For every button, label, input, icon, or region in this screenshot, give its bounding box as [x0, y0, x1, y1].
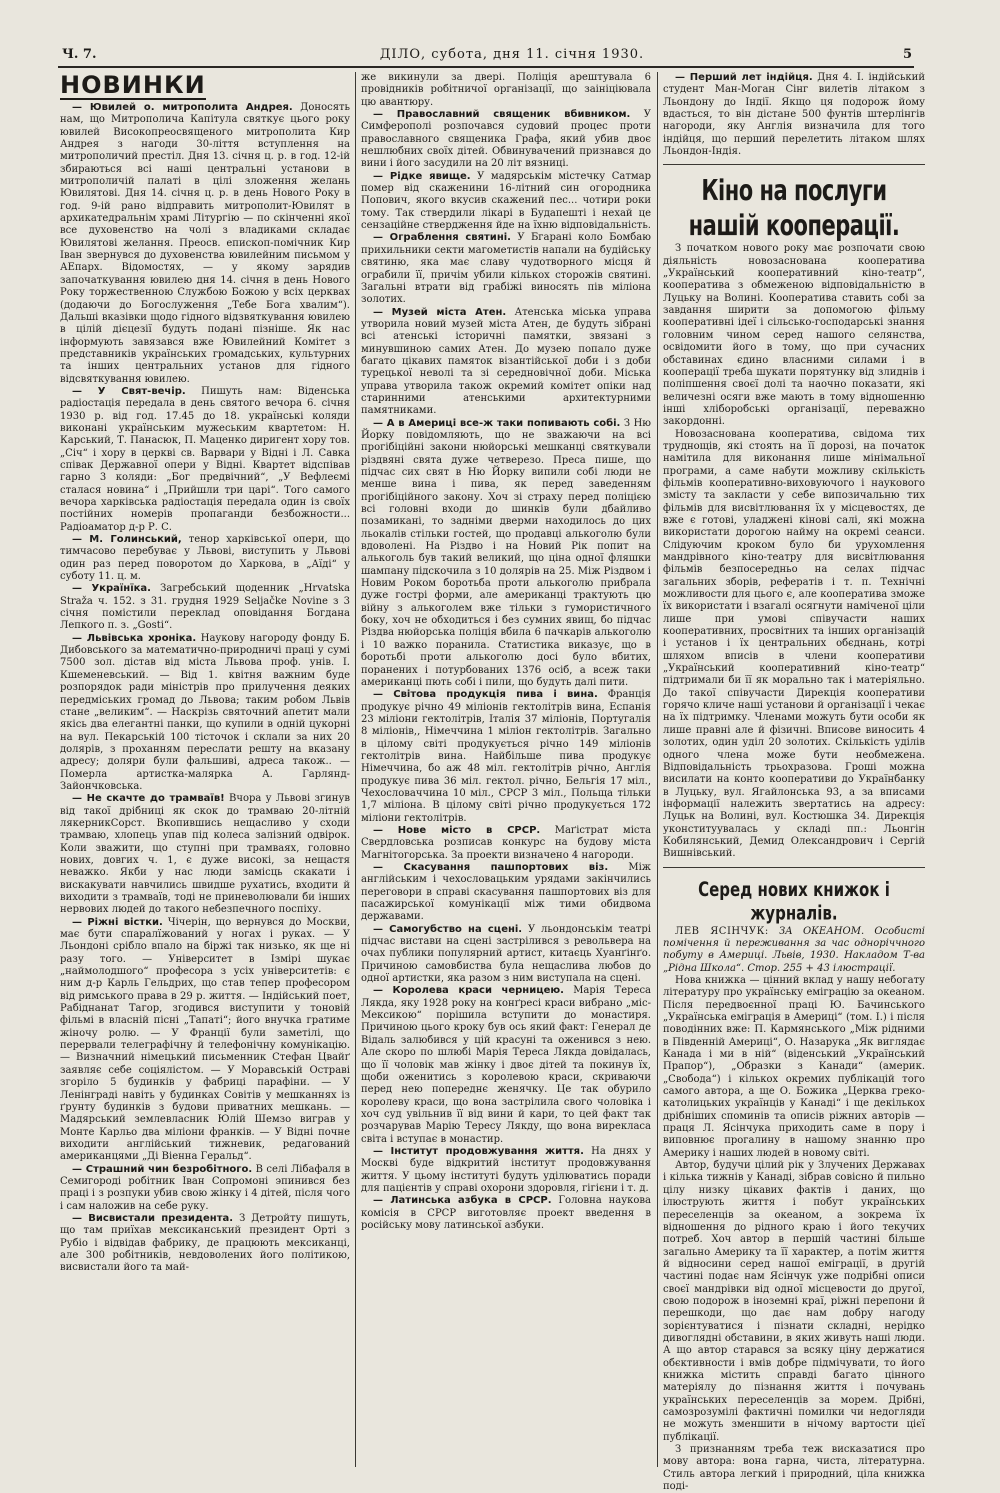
- news-item-title: — Ріжні вістки.: [72, 916, 163, 928]
- news-item-title: — Перший лет індійця.: [675, 72, 813, 83]
- news-item-title: — Інститут продовжування життя.: [373, 1145, 584, 1157]
- article-paragraph: Новозаснована кооператива, свідома тих труднощів, які стоять на її дорозі, на початок намітила для виконання лише мінімальної програми, а саме набути можливу скількість фільмів кооперативно-виховуючого і наукового змісту та закласти у себе випозичальню тих фільмів для висвітлювання їх у місцевостях, де вже є готові, уладжені кінові салі, які можна використати дорогою найму на окремі сеанси. Слідуючим кроком було би урухомлення мандрівного кіно-театру для висвітлювання фільмів безпосередньо на селах підчас загальних зборів, рефератів і т. п. Технічні можливости для цього є, але кооператива зможе їх використати і взагалі осягнути наміченої ціли лише при умові співучасти наших кооперативних, просвітних та інших організацій і установ і їх центральних обєднань, котрі шляхом вписів в члени кооперативи „Український кооперативний кіно-театр“ підтримали би її як морально так і матеріяльно. До такої співучасти Дирекція кооперативи горячо кличе наші установи й організації і чекає на їх підтримку. Членами можуть бути особи як лише правні але й фізичні. Вписове виносить 4 золотих, один уділ 20 золотих. Скількість уділів одного члена може бути необмежена. Відповідальність трьохразова. Гроші можна висилати на конто кооперативи до Українбанку в Луцьку, вул. Ягайлонська 93, а за вписами інформації належить звертатись на адресу: Луцьк на Волині, вул. Костюшка 34. Дирекція уконституувалась у складі пп.: Льонгін Кобилянський, Демид Олександрович і Сергій Вишнівський.: [663, 428, 925, 860]
- news-item: [60, 386, 350, 534]
- book-details: ЗА ОКЕАНОМ. Особисті помічення й переживання за час одноріччного побуту в Америці. Львів, 1930. Накладом Т-ва „Рідна Школа“. Стор. 255 + 43 ілюстрації.: [663, 925, 925, 974]
- news-item: [361, 1195, 651, 1232]
- news-item: [361, 109, 651, 171]
- news-item-title: — Українїка.: [72, 583, 151, 595]
- news-item-title: — Світова продукція пива і вина.: [373, 689, 598, 701]
- article-paragraph: Нова книжка — цінний вклад у нашу небогату літературу про українську еміграцію за океаном. Після передвоєнної праці Ю. Бачинського „Українська еміграція в Америці“ (том. І.) і після поводінних вже: П. Кармянського „Між рідними в Південній Америці“, О. Назарука „Як виглядає Канада і ми в ній“ (віденський „Український Прапор“), „Образки з Канади“ (америк. „Свобода“) і кількох окремих публікацій того самого автора, а ще О. Божика „Церква греко-католицьких українців у Канаді“ і ще декількох дрібніших споминів та описів ріжних авторів — праця Л. Ясінчука приходить саме в пору і виповнює прогалину в нашому знанню про Америку і наших людей в новому світі.: [663, 974, 925, 1159]
- news-item: [60, 583, 350, 632]
- news-item-text: Загребський щоденник „Hrvatska Straža ч. 152. з 31. грудня 1929 Seljačke Novine з 3 січня помістили переклад оповідання Богдана Лепкого п. з. „Gosti“.: [60, 583, 350, 632]
- article-separator: [663, 867, 925, 868]
- column-3: [663, 72, 925, 1493]
- book-author: ЛЕВ ЯСІНЧУК:: [675, 925, 769, 937]
- news-item-text: У льондонськім театрі підчас вистави на сцені застрілився з револьвера на очах публики популярний артист, китаєць Хуанґінґо. Причиною самовбиства була нещаслива любов до одної артистки, яка разом з ним виступала на сцені.: [361, 923, 651, 985]
- news-item-text: Атенська міська управа утворила новий музей міста Атен, де будуть зібрані всі атенські історичні памятки, звязані з минувшиною самих Атен. До музею попало дуже багато цікавих памяток візантійської доби і з доби турецької неволі та зі середновічної доби. Міська управа утворила також окремий комітет опіки над старинними атенськими архитектурними памятниками.: [361, 306, 651, 417]
- section-title-novynky: НОВИНКИ: [60, 71, 206, 99]
- news-item: [361, 418, 651, 690]
- news-item-text: Вчора у Львові згинув від такої дрібниці як скок до трамваю 20-літній лякерникСорст. Вкопившись нещасливо у сходи трамваю, хлопець упав під колеса залізний одвірок. Коли зважити, що ступні при трамваях, головно нових, довгих ч. 1, є дуже високі, за нещастя неважко. Якби у нас люди замісць скакати і вискакувати навчились швидше рухатись, входити й виходити з трамваїв, тоді не приневолювали би інших нервових людей до такого небезпечного поспіху.: [60, 793, 350, 916]
- news-item-text: У Симферополі розпочався судовий процес проти православного священика Графа, який убив двоє нешлюбних своїх дітей. Обвинувачений признався до вини і його засудили на 20 літ вязниці.: [361, 109, 651, 170]
- news-item-title: — А в Америці все-ж таки попивають собі.: [373, 417, 621, 429]
- news-item: [663, 72, 925, 158]
- news-item-text: Дня 4. І. індійський студент Ман-Моган Сінг вилетів літаком з Льондону до Індії. Якщо ця подорож йому вдасться, то він дістане 500 фунтів штерлінгів нагороди, яку Англія визначила для того індійця, що перший перелетить літаком шлях Льондон-Індія.: [663, 72, 925, 158]
- news-item: [361, 72, 651, 109]
- header-rule: [58, 66, 914, 68]
- news-item-text: Чічерін, що вернувся до Москви, має бути спаралїжований у ногах і руках. — У Льондоні срібло впало на біржі так низько, як ще ні разу того. — Університет в Ізмірі шукає „наймолодшого“ професора з усіх університетів: є ним д-р Карль Гельдрих, що став тепер професором від римського права в 29 р. життя. — Індійський поет, Рабіднанат Тагор, згодився виступити у тоновій фільмі в власній пісні „Тапаті“; його внучка гратиме жіночу ролю. — У Франції були заметілі, що перервали телеграфічну й телефонічну комунікацію. — Визначний німецький письменник Стефан Цвайґ заявляє себе соціялістом. — У Моравській Остраві згоріло 5 будинків у фабриці парафіни. — У Ленінграді навіть у будинках Совітів у мешканнях із ґрунту будинків з будови приватних мешкань. — Мадярський землевласник Юлій Шемзо виграв у Монте Карльо два міліони франків. — У Відні почне виходити англійський тижневик, редагований американцями „Ді Віенна Геральд“.: [60, 916, 350, 1163]
- news-item-text: В селі Лібафаля в Семигороді робітник Іван Сопромоні эпинився без праці і з розпуки убив свою жінку і 4 дітей, після чого і сам наложив на себе руку.: [60, 1163, 351, 1212]
- column-divider: [355, 72, 356, 1467]
- article-title-books: Серед нових книжок і журналів.: [698, 877, 890, 925]
- news-item: [361, 171, 651, 233]
- column-1: [60, 72, 350, 1467]
- news-item: [361, 825, 651, 862]
- news-item-text: Франція продукує річно 49 міліонів гектолітрів вина, Еспанія 23 міліони гектолітрів, Італія 37 міліонів, Португалія 8 міліонів,, Німеччина 1 міліон гектолітрів. Загально в цілому світі продукується річно 149 міліонів гектолітрів вина. Найбільше пива продукує Німеччина, бо аж 48 міл. гектолітрів річно, Англія продукує пива 36 міл. гектол. річно, Бельгія 17 міл., Чехословаччина 10 міл., СРСР 3 міл., Польща тільки 1,7 міліона. В цілому світі річно продукується 172 міліони гектолітрів.: [361, 689, 651, 824]
- news-item-title: — Самогубство на сцені.: [373, 923, 523, 935]
- article-paragraph: Автор, будучи цілий рік у Злучених Державах і кілька тижнів у Канаді, зібрав совісно й пильно цілу низку цікавих фактів і даних, що ілюструють життя і побут українських переселенців за океаном, а зокрема їх відношення до рідного краю і його текучих потреб. Хоч автор в першій частині більше загально Америку та її характер, а потім життя й відносини серед нашої еміграції, в другій частині подає нам Ясінчук уже подрібні описи своєї мандрівки від одної місцевости до другої, свою подорож в іноземні краї, ріжні перепони й перешкоди, що дає нам добру нагоду зорієнтуватися і пізнати складні, нерідко дивоглядні обставини, в яких живуть наші люди. А що автор старався за всяку ціну держатися обєктивности і вмів добре підмічувати, то його книжка містить справді багато цінного матеріялу до пізнання життя і почувань українських переселенців за морем. Дрібні, самозрозумілі фактичні помилки чи недогляди не можуть зменшити в нічому вартости цієї публікації.: [663, 1160, 925, 1443]
- book-reference: [663, 926, 925, 975]
- news-item-title: — Ювилей о. митрополита Андрея.: [72, 102, 293, 113]
- news-item-title: — Музей міста Атен.: [373, 306, 507, 318]
- news-item: [361, 862, 651, 924]
- news-item: [361, 232, 651, 306]
- news-item: [60, 1164, 350, 1213]
- news-item-title: — Православний священик вбивником.: [373, 109, 631, 121]
- news-item-text: Наукову нагороду фонду Б. Дибовського за математично-природничі праці у сумі 7500 зол. дістав від міста Львова проф. унів. І. Кшеменевський. — Від 1. квітня важним буде розпорядок ради міністрів про прилучення деяких передміських громад до Львова; таким робом Львів стане „великим“. — Наскрізь святочний апетит мали якісь два елегантні панки, що купили в одній цукорні на вул. Пекарській 100 тісточок і склали за них 20 долярів, з проханням переслати решту на вказану адресу; доляри були фальшиві, адреса також.. — Померла артистка-малярка А. Гарлянд-Зайончковська.: [60, 632, 350, 792]
- news-item-title: — Латинська азбука в СРСР.: [373, 1195, 552, 1207]
- column-2: [361, 72, 651, 1467]
- news-item: [361, 1146, 651, 1195]
- news-item-title: — У Свят-вечір.: [72, 385, 186, 397]
- news-item-text: На днях у Москві буде відкритий інститут продовжування життя. У цьому інституті будуть уділюватись поради для пацієнтів у справі охорони здоровля, гігієни і т. д.: [361, 1145, 651, 1194]
- news-item-text: Між англійським і чехословацьким урядами закінчились переговори в справі скасування пашпортових віз для пасажирської комунікації між тими обидвома державами.: [361, 862, 651, 923]
- masthead-date: ДІЛО, субота, дня 11. січня 1930.: [379, 47, 645, 62]
- news-item-text: Маґістрат міста Свердловська розписав конкурс на будову міста Магнітогорська. За проекти визначено 4 нагороди.: [361, 824, 652, 861]
- news-item-text: З Ню Йорку повідомляють, що не зважаючи на всі прогібіційні закони нюйорські мешканці святкували різдвяні свята дуже четверезо. Преса пише, що підчас сих свят в Ню Йорку випили собі люди не менше вина і пива, як перед заведенням прогібіційного закону. Хоч зі страху перед поліцією всі головні входи до шинків були дбайливо позамикані, то задніми дверми находилось до цих льокалів стільки гостей, що продавці алькоголю були вдоволені. На Різдво і на Новий Рік попит на алькоголь був такий великий, що ціна одної фляшки шампану підскочила з 10 долярів на 25. Між Різдвом і Новим Роком боротьба проти алькоголю прибрала дуже гострі форми, але американці трактують цю війну з алькоголем вже тільки з гумористичного боку, хоч не обходиться і без сумних явищ, бо підчас Різдва нюйорська поліція вбила 6 пачкарів алькоголю і 10 важко поранила. Статистика виказує, що в боротьбі проти алькоголю досі було вбитих, поранених і потурбованих 1376 осіб, а всеж таки американці пють собі і пили, що будуть далі пити.: [361, 417, 651, 688]
- running-head: [62, 44, 912, 66]
- news-item-title: — Ограблення святині.: [373, 232, 511, 244]
- news-item-text: Пишуть нам: Віденська радіостація передала в день святого вечора 6. січня 1930 р. від год. 17.45 до 18. українські коляди виконані українським мужеським квартетом: Н. Карський, Т. Панасюк, П. Маценко диригент хору тов. „Січ“ і хору в церкві св. Варвари у Відні і Л. Савка співак Державної опери у Відні. Квартет відспівав гарно 3 коляди: „Бог предвічний“, „У Вефлеємі сталася новина“ і „Прийшли три царі“. Того самого вечора харківська радіостація передала один із своїх постійних номерів пропаганди безбожности... Радіоаматор д-р Р. С.: [60, 385, 350, 533]
- news-item-title: — Львівська хроніка.: [72, 632, 197, 644]
- column-divider: [657, 72, 658, 1467]
- news-item-title: — Нове місто в СРСР.: [373, 824, 541, 836]
- news-item-title: — Скасування пашпортових віз.: [373, 862, 609, 873]
- news-item: [60, 793, 350, 916]
- news-item-text: У мадярськім містечку Сатмар помер від скаженини 16-літний син огородника Попович, якого вкусив скажений пес... чотири роки тому. Так ствердили лікарі в Будапешті і нехай це сензаційне ствердження йде на їхню відповідальність.: [361, 170, 651, 232]
- news-item-text: тенор харківської опери, що тимчасово перебуває у Львові, виступить у Львові один раз перед поворотом до Харкова, в „Аїді“ у суботу 11. ц. м.: [60, 534, 350, 583]
- news-item-text: Марія Тереса Лякда, яку 1928 року на конґресі краси вибрано „міс-Мексикою“ порішила вступити до монастиря. Причиною цього кроку був ось який факт: Генерал де Відаль залюбився у цій красуні та оженився з нею. Але скоро по шлюбі Марія Тереса Лякда довідалась, що її чоловік мав жінку і двоє дітей та покинув їх, щоби оженитись з королевою краси, скриваючи перед нею попереднє женячку. Це так обурило королеву краси, що вона застрілила свого чоловіка і хоч суд увільнив її від вини й кари, то цей факт так розчарував Марію Тересу Лякду, що вона вирекласа світа і вступає в монастир.: [361, 985, 652, 1145]
- news-item-title: — Рідке явище.: [373, 170, 471, 182]
- news-item-text: З Детройту пишуть, що там приїхав мексиканський президент Орті з Рубіо і відвідав фабрику, де працюють мексиканці, але 300 робітників, невдоволених його політикою, висвистали його та май-: [60, 1212, 351, 1274]
- news-item: [60, 102, 350, 386]
- news-item-text: Доносять нам, що Митрополича Капітула святкує цього року ювилей Високопреосвященого митрополита Кир Андрея з нагоди 30-ліття вступлення на митрополичий престіл. Дня 13. січня ц. р. в год. 12-ій збираються всі наші центральні установи в митрополичій палаті в цілі зложення желань Ювилятові. Дня 14. січня ц. р. в день Нового Року в год. 9-ій рано відправить митрополит-Ювилят в архикатедральнім храмі Літургію — по скінченні якої все духовенство на чолі з владиками складає Ювилятові желання. Преосв. епископ-помічник Кир Іван звернувся до духовенства ювилейним письмом у АЕпарх. Відомостях, — у якому зарядив започаткування ювилею дня 14. січня в день Нового Року торжественною Службою Божою у всіх церквах (додаючи до Богослуження „Тебе Бога хвалим“). Дальші вказівки щодо гідного відзвяткування ювилею в цілій дієцезії будуть подані пізніше. Як нас інформують завязався вже Ювилейний Комітет з представників українських громадських, культурних та інших центральних установ для гідного відсвяткування ювилею.: [60, 102, 350, 385]
- news-item-text: же викинули за двері. Поліція арештувала 6 провідників робітничої організації, що заініціювала цю авантюру.: [361, 72, 651, 108]
- news-item: [361, 985, 651, 1145]
- news-item: [361, 307, 651, 418]
- issue-number: Ч. 7.: [62, 47, 97, 62]
- article-title-kino: Кіно на послуги нашій кооперації.: [688, 174, 900, 243]
- news-list: [60, 102, 350, 1275]
- news-item-title: — М. Голинський,: [72, 534, 182, 546]
- news-item: [361, 689, 651, 825]
- news-item-text: Головна наукова комісія в СРСР виготовляє проект введення в російську мову латинської азбуки.: [361, 1195, 651, 1231]
- news-item: [60, 534, 350, 583]
- news-item-title: — Королева краси черницею.: [373, 985, 564, 997]
- page-number: 5: [902, 47, 912, 62]
- news-item-title: — Страшний чин безробітного.: [72, 1163, 253, 1175]
- news-item-title: — Не скачте до трамваїв!: [72, 793, 225, 805]
- news-item: [60, 1213, 350, 1275]
- article-paragraph: З признанням треба теж висказатися про мову автора: вона гарна, чиста, літературна. Стиль автора легкий і природний, ціла книжка подi-: [663, 1444, 925, 1493]
- article-paragraph: З початком нового року має розпочати свою діяльність новозаснована кооператива „Український кооперативний кіно-театр“, кооператива з обмеженою відповідальністю в Луцьку на Волині. Кооператива ставить собі за завдання ширити за допомогою фільму кооперативні ідеї і сільсько-господарські знання головним чином серед нашого селянства, освідомити його в тому, що при сучасних обставинах єдино власними силами і в кооперації треба шукати порятунку від злиднів і поліпшення своєї долі та наочно показати, які величезні осяги вже мають в тому відношенню інші хліборобські організації, переважно закордонні.: [663, 243, 925, 428]
- article-separator: [663, 164, 925, 165]
- news-item: [60, 633, 350, 793]
- news-item: [60, 917, 350, 1164]
- news-item-title: — Висвистали президента.: [72, 1212, 234, 1224]
- news-item: [361, 924, 651, 986]
- news-item-text: У Бгарані коло Бомбаю прихильники секти магометистів напали на будійську святиню, яка має славу чудотворного місця й ограбили її, причім убили кількох сторожів святині. Загальні втрати від грабіжі виносять пів міліона золотих.: [361, 232, 651, 306]
